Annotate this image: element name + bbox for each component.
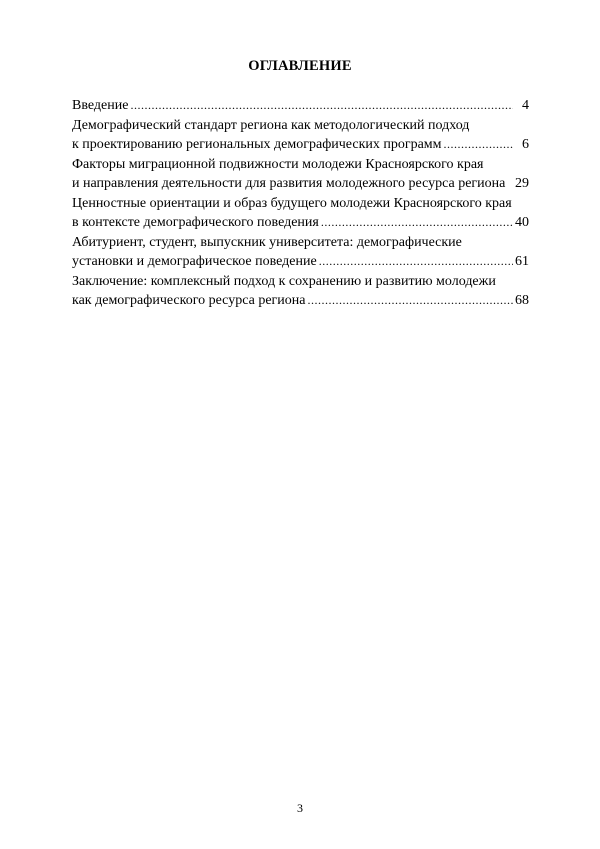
toc-list <box>72 96 529 311</box>
toc-entry-title-line1: Ценностные ориентации и образ будущего молодежи Красноярского края <box>72 195 512 211</box>
toc-line <box>72 174 529 194</box>
toc-entry-title-line1: Заключение: комплексный подход к сохранению и развитию молодежи <box>72 273 496 289</box>
toc-entry-title-line2: и направления деятельности для развития молодежного ресурса региона <box>72 176 506 191</box>
toc-title: ОГЛАВЛЕНИЕ <box>248 58 352 74</box>
toc-line <box>72 272 529 292</box>
dot-leader <box>307 291 513 311</box>
toc-entry-applicant-student-graduate <box>72 233 529 272</box>
toc-line <box>72 116 529 136</box>
toc-entry-title-line2: в контексте демографического поведения <box>72 215 319 230</box>
toc-line <box>72 194 529 214</box>
toc-page-number: 4 <box>522 98 529 113</box>
toc-entry-conclusion <box>72 272 529 311</box>
toc-entry-title-line2: установки и демографическое поведение <box>72 254 317 269</box>
toc-page-number: 61 <box>515 254 529 269</box>
toc-entry-title-line1: Демографический стандарт региона как методологический подход <box>72 117 470 133</box>
toc-page-number: 68 <box>515 293 529 308</box>
toc-entry-value-orientations <box>72 194 529 233</box>
toc-line <box>72 213 529 233</box>
toc-entry-title-line1: Абитуриент, студент, выпускник университета: демографические <box>72 234 462 250</box>
dot-leader <box>321 213 513 233</box>
toc-line <box>72 96 529 116</box>
toc-entry-title: Введение <box>72 98 129 113</box>
toc-entry-title-line2: к проектированию региональных демографических программ <box>72 137 442 152</box>
toc-line <box>72 252 529 272</box>
toc-page-number: 29 <box>515 176 529 191</box>
page-number: 3 <box>297 801 303 815</box>
toc-line <box>72 135 529 155</box>
toc-line <box>72 233 529 253</box>
toc-entry-title-line1: Факторы миграционной подвижности молодежи Красноярского края <box>72 156 484 172</box>
toc-page-number: 40 <box>515 215 529 230</box>
dot-leader <box>319 252 513 272</box>
toc-entry-title-line2: как демографического ресурса региона <box>72 293 306 308</box>
toc-page-number: 6 <box>522 137 529 152</box>
toc-entry-demographic-standard <box>72 116 529 155</box>
toc-entry-migration-factors <box>72 155 529 194</box>
dot-leader <box>130 96 513 116</box>
toc-entry-introduction <box>72 96 529 116</box>
toc-line <box>72 291 529 311</box>
dot-leader <box>444 135 513 155</box>
toc-line <box>72 155 529 175</box>
